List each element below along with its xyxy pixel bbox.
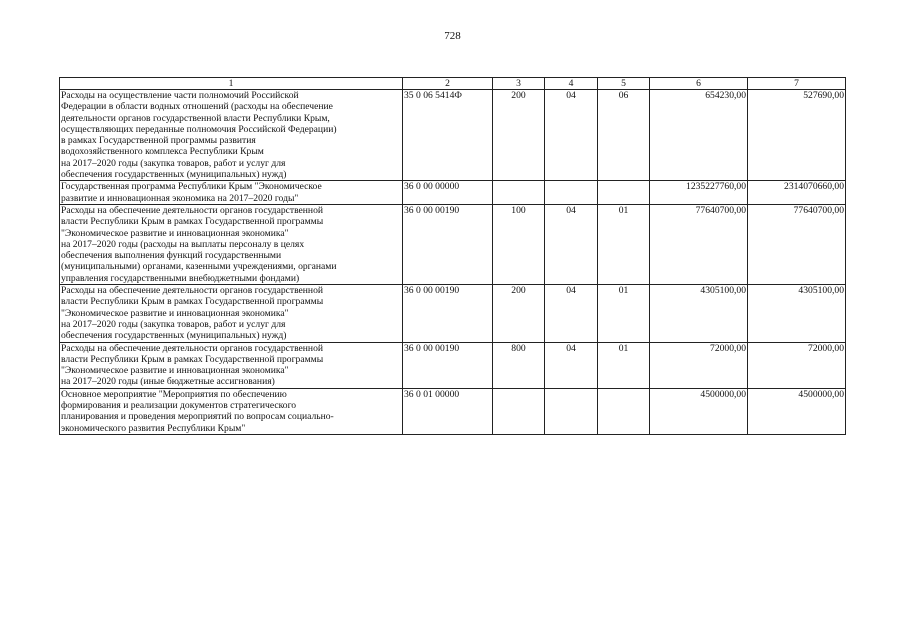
table-row xyxy=(60,388,846,434)
row-amount-col7: 2314070660,00 xyxy=(748,181,846,205)
row-description: Основное мероприятие "Мероприятия по обеспечению формирования и реализации документов стратегического планирования и проведения мероприятий по вопросам социально- экономического развития Республики Крым" xyxy=(60,388,403,434)
row-expense-type: 200 xyxy=(493,285,545,342)
row-amount-col7: 4305100,00 xyxy=(748,285,846,342)
row-description: Расходы на обеспечение деятельности органов государственной власти Республики Крым в рамках Государственной программы "Экономическое развитие и инновационная экономика" на 2017–2020 годы (расходы на выплаты персоналу в целях обеспечения выполнения функций государственными (муниципальными) органами, казенными учреждениями, органами управления государственными внебюджетными фондами) xyxy=(60,204,403,284)
row-section: 04 xyxy=(545,285,598,342)
header-col-4: 4 xyxy=(545,78,598,90)
row-description: Расходы на обеспечение деятельности органов государственной власти Республики Крым в рамках Государственной программы "Экономическое развитие и инновационная экономика" на 2017–2020 годы (закупка товаров, работ и услуг для обеспечения государственных (муниципальных) нужд) xyxy=(60,285,403,342)
header-col-3: 3 xyxy=(493,78,545,90)
row-amount-col6: 1235227760,00 xyxy=(650,181,748,205)
row-subsection xyxy=(598,181,650,205)
row-target-code: 36 0 00 00000 xyxy=(403,181,493,205)
row-section xyxy=(545,388,598,434)
row-amount-col7: 72000,00 xyxy=(748,342,846,388)
row-amount-col6: 4500000,00 xyxy=(650,388,748,434)
budget-table xyxy=(59,77,846,435)
header-col-1: 1 xyxy=(60,78,403,90)
row-description: Государственная программа Республики Крым "Экономическое развитие и инновационная экономика на 2017–2020 годы" xyxy=(60,181,403,205)
row-description: Расходы на обеспечение деятельности органов государственной власти Республики Крым в рамках Государственной программы "Экономическое развитие и инновационная экономика" на 2017–2020 годы (иные бюджетные ассигнования) xyxy=(60,342,403,388)
row-section: 04 xyxy=(545,204,598,284)
row-subsection: 01 xyxy=(598,285,650,342)
row-subsection: 01 xyxy=(598,342,650,388)
row-amount-col7: 4500000,00 xyxy=(748,388,846,434)
row-target-code: 36 0 01 00000 xyxy=(403,388,493,434)
row-subsection: 06 xyxy=(598,90,650,181)
header-col-2: 2 xyxy=(403,78,493,90)
row-subsection xyxy=(598,388,650,434)
row-amount-col7: 77640700,00 xyxy=(748,204,846,284)
row-section: 04 xyxy=(545,90,598,181)
row-amount-col6: 72000,00 xyxy=(650,342,748,388)
row-subsection: 01 xyxy=(598,204,650,284)
table-row xyxy=(60,342,846,388)
row-target-code: 36 0 00 00190 xyxy=(403,285,493,342)
row-target-code: 36 0 00 00190 xyxy=(403,342,493,388)
row-expense-type xyxy=(493,388,545,434)
row-section xyxy=(545,181,598,205)
table-row xyxy=(60,181,846,205)
row-target-code: 35 0 06 5414Ф xyxy=(403,90,493,181)
row-amount-col6: 654230,00 xyxy=(650,90,748,181)
row-expense-type xyxy=(493,181,545,205)
row-amount-col6: 77640700,00 xyxy=(650,204,748,284)
row-section: 04 xyxy=(545,342,598,388)
header-col-7: 7 xyxy=(748,78,846,90)
row-target-code: 36 0 00 00190 xyxy=(403,204,493,284)
row-amount-col6: 4305100,00 xyxy=(650,285,748,342)
table-row xyxy=(60,90,846,181)
row-description: Расходы на осуществление части полномочий Российской Федерации в области водных отношений (расходы на обеспечение деятельности органов государственной власти Республики Крым, осуществляющих переданные полномочия Российской Федерации) в рамках Государственной программы развития водохозяйственного комплекса Республики Крым на 2017–2020 годы (закупка товаров, работ и услуг для обеспечения государственных (муниципальных) нужд) xyxy=(60,90,403,181)
row-amount-col7: 527690,00 xyxy=(748,90,846,181)
table-header-row xyxy=(60,78,846,90)
table-row xyxy=(60,285,846,342)
page-number: 728 xyxy=(444,30,461,42)
row-expense-type: 100 xyxy=(493,204,545,284)
header-col-6: 6 xyxy=(650,78,748,90)
row-expense-type: 200 xyxy=(493,90,545,181)
header-col-5: 5 xyxy=(598,78,650,90)
row-expense-type: 800 xyxy=(493,342,545,388)
table-row xyxy=(60,204,846,284)
